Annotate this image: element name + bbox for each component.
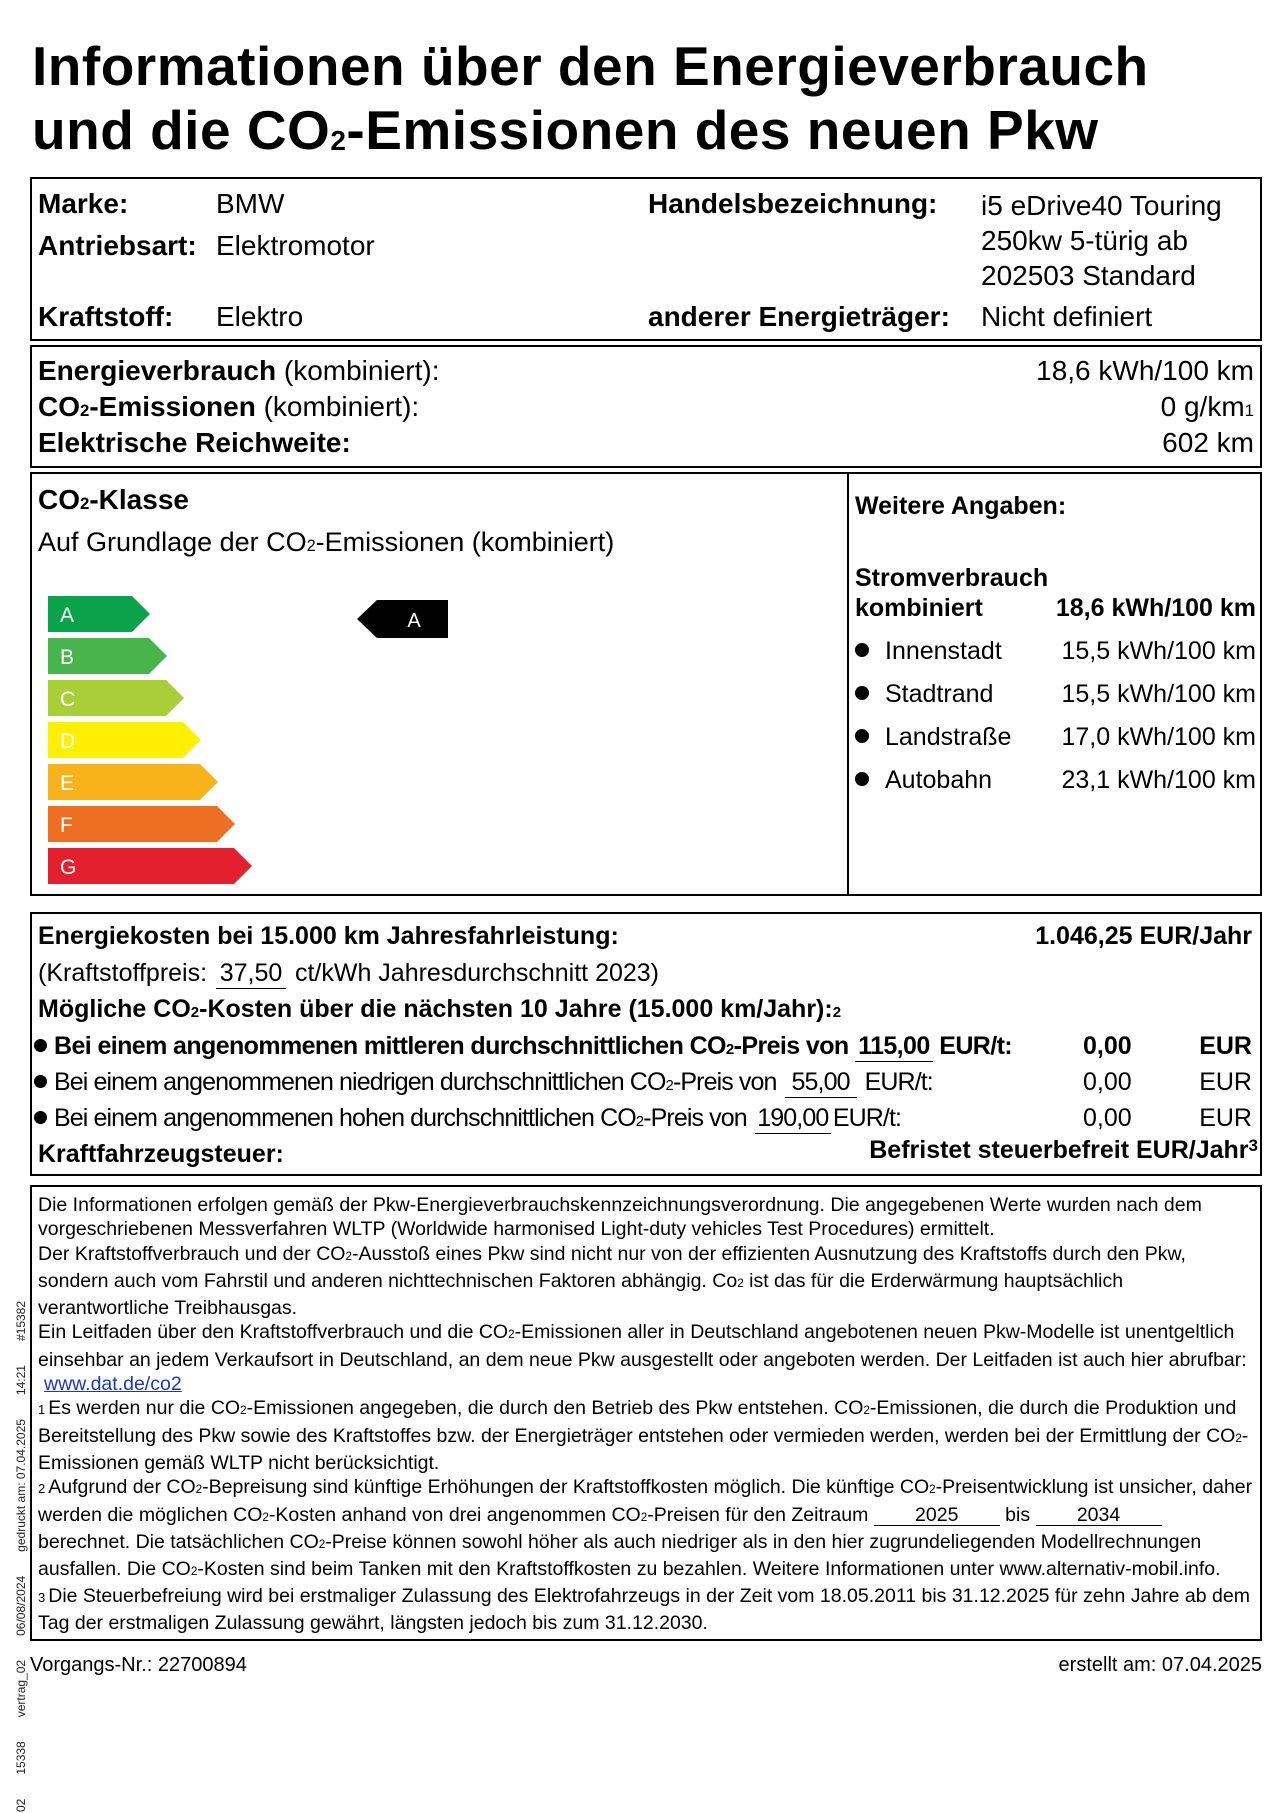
bullet-icon [34,1075,47,1088]
print-metadata-item: 06/08/2024 [14,1575,28,1636]
high-price-line: Bei einem angenommenen hohen durchschnittlichen CO2-Preis von 190,00 EUR/t: [34,1104,901,1134]
fuel-value: Elektro [216,301,304,332]
footnote-1: 1 Es werden nur die CO2-Emissionen angegeben, die durch den Betrieb des Pkw entstehen. CO2-Emissionen, die durch die Produktion und Bereitstellung des Pkw sowie des Kraftstoffes bzw. der Energieträger entstehen oder vermieden werden, werden bei der Ermittlung der CO2-Emissionen gemäß WLTP nicht berücksichtigt. [38,1397,1249,1474]
bullet-icon [34,1111,47,1124]
process-number: Vorgangs-Nr.: 22700894 [30,1654,247,1676]
fuel-price-value: 37,50 [216,959,286,989]
print-metadata-item: 02 [14,1798,28,1812]
title-line-2: und die CO2-Emissionen des neuen Pkw [32,99,1099,161]
co2-emissions-value: 0 g/km1 [1160,391,1254,422]
bullet-icon [855,729,869,743]
efficiency-bar-label-a: A [60,604,75,627]
electric-range-label: Elektrische Reichweite: [38,427,351,458]
low-cost-value: 0,00 [1083,1068,1132,1096]
drive-label: Antriebsart: [38,230,197,261]
consumption-item [855,680,1256,709]
high-price-value: 190,00 [755,1104,831,1134]
bullet-icon [855,772,869,786]
brand-value: BMW [216,188,285,219]
other-energy-label: anderer Energieträger: [648,301,950,332]
consumption-item-value: 15,5 kWh/100 km [1061,680,1256,708]
drive-value: Elektromotor [216,230,375,261]
mid-cost-value: 0,00 [1083,1032,1132,1060]
power-consumption-label: Stromverbrauch [855,564,1049,592]
trade-name-value: i5 eDrive40 Touring 250kw 5-türig ab 202503 Standard [981,190,1222,291]
legal-text [38,1193,1254,1635]
bullet-icon [34,1039,47,1052]
created-date: erstellt am: 07.04.2025 [1058,1654,1262,1676]
energy-consumption-label: Energieverbrauch (kombiniert): [38,355,440,386]
bullet-icon [855,686,869,700]
consumption-item-label: Stadtrand [885,680,994,708]
footnote-2: 2 Aufgrund der CO2-Bepreisung sind künftige Erhöhungen der Kraftstoffkosten möglich. Die künftige CO2-Preisentwicklung ist unsicher, daher werden die möglichen CO2-Kosten anhand von drei angenommen CO2-Preisen für den Zeitraum 2025 bis 2034 berechnet. Die tatsächlichen CO2-Preise können sowohl höher als auch niedriger als in den hier zugrundeliegenden Modellrechnungen ausfallen. Die CO2-Kosten sind beim Tanken mit den Kraftstoffkosten zu bezahlen. Weitere Informationen unter www.alternativ-mobil.info. [38,1476,1253,1581]
further-info-heading: Weitere Angaben: [855,492,1067,520]
brand-label: Marke: [38,188,129,219]
costs-box [30,912,1262,1176]
high-cost-currency: EUR [1199,1104,1252,1132]
consumption-item-value: 15,5 kWh/100 km [1061,637,1256,665]
other-energy-value: Nicht definiert [981,301,1153,332]
efficiency-scale [32,474,847,894]
trade-name-label: Handelsbezeichnung: [648,188,938,219]
low-price-line: Bei einem angenommenen niedrigen durchschnittlichen CO2-Preis von 55,00 EUR/t: [34,1068,933,1098]
print-metadata-item: 15338 [14,1741,28,1775]
energy-costs-label: Energiekosten bei 15.000 km Jahresfahrleistung: [38,922,619,950]
print-metadata [14,1277,28,1812]
mid-price-line: Bei einem angenommenen mittleren durchschnittlichen CO2-Preis von 115,00 EUR/t: [34,1032,1012,1062]
consumption-item [855,637,1256,666]
consumption-item-label: Autobahn [885,766,993,794]
page-title [32,34,1149,172]
combined-value: 18,6 kWh/100 km [1055,594,1256,622]
consumption-item-value: 17,0 kWh/100 km [1061,723,1256,751]
mid-cost-currency: EUR [1199,1032,1252,1060]
title-line-1: Informationen über den Energieverbrauch [32,35,1149,97]
vehicle-tax-label: Kraftfahrzeugsteuer: [38,1140,284,1168]
legal-paragraph-3: Ein Leitfaden über den Kraftstoffverbrauch und die CO2-Emissionen aller in Deutschland angebotenen neuen Pkw-Modelle ist unentgeltlich einsehbar an jedem Verkaufsort in Deutschland, an dem neue Pkw ausgestellt oder angeboten werden. Der Leitfaden ist auch hier abrufbar: www.dat.de/co2 [38,1321,1247,1396]
further-info-box [847,472,1262,896]
efficiency-bar-g [48,848,252,884]
energy-consumption-value: 18,6 kWh/100 km [1036,355,1254,386]
legal-paragraph-2: Der Kraftstoffverbrauch und der CO2-Ausstoß eines Pkw sind nicht nur von der effizienten Ausnutzung des Kraftstoffs durch den Pkw, sondern auch vom Fahrstil und anderen nichttechnischen Faktoren abhängig. Co2 ist das für die Erderwärmung hauptsächlich verantwortliche Treibhausgas. [38,1242,1186,1320]
vehicle-info-box [30,177,1262,341]
print-metadata-item: vertrag_02 [14,1659,28,1718]
co2-class-basis: Auf Grundlage der CO2-Emissionen (kombiniert) [38,527,615,557]
efficiency-bar-label-f: F [60,814,73,837]
current-class-label: A [407,610,421,632]
combined-label: kombiniert [855,594,983,622]
high-cost-value: 0,00 [1083,1104,1132,1132]
legal-notes-box [30,1185,1262,1641]
consumption-item [855,723,1256,752]
co2-class-box [30,472,849,896]
print-metadata-item: gedruckt am: 07.04.2025 [14,1419,28,1552]
print-metadata-item: #15382 [14,1300,28,1342]
energy-costs-value: 1.046,25 EUR/Jahr [1035,922,1252,950]
dat-link[interactable]: www.dat.de/co2 [44,1373,182,1396]
co2-costs-heading: Mögliche CO2-Kosten über die nächsten 10 Jahre (15.000 km/Jahr):2 [38,995,842,1023]
mid-price-value: 115,00 [855,1032,933,1062]
consumption-item-label: Landstraße [885,723,1012,751]
electric-range-value: 602 km [1162,427,1254,458]
consumption-item-value: 23,1 kWh/100 km [1061,766,1256,794]
efficiency-bar-label-d: D [60,730,76,753]
co2-emissions-label: CO2-Emissionen (kombiniert): [38,391,420,422]
efficiency-bar-label-e: E [60,772,75,795]
print-metadata-item: 14:21 [14,1365,28,1396]
fuel-price-line: (Kraftstoffpreis: 37,50 ct/kWh Jahresdurchschnitt 2023) [38,959,660,987]
efficiency-bar-label-b: B [60,646,75,669]
efficiency-bar-label-c: C [60,688,76,711]
fuel-label: Kraftstoff: [38,301,174,332]
consumption-item [855,766,1256,795]
consumption-box [30,345,1262,468]
footnote-3: 3 Die Steuerbefreiung wird bei erstmaliger Zulassung des Elektrofahrzeugs in der Zeit vom 18.05.2011 bis 31.12.2025 für zehn Jahre ab dem Tag der erstmaligen Zulassung gewährt, längsten jedoch bis zum 31.12.2030. [38,1585,1250,1634]
vehicle-tax-value: Befristet steuerbefreit EUR/Jahr$^3$ [869,1136,1258,1164]
consumption-item-label: Innenstadt [885,637,1002,665]
co2-class-heading: CO2-Klasse [38,484,189,515]
current-class-arrow [357,600,448,638]
low-price-value: 55,00 [785,1068,857,1098]
efficiency-bar-f [48,806,235,842]
legal-paragraph-1: Die Informationen erfolgen gemäß der Pkw-Energieverbrauchskennzeichnungsverordnung. Die angegebenen Werte wurden nach dem vorgeschriebenen Messverfahren WLTP (Worldwide harmonised Light-duty vehicles Test Procedures) ermittelt. [38,1194,1202,1241]
efficiency-bar-label-g: G [60,856,77,879]
bullet-icon [855,643,869,657]
low-cost-currency: EUR [1199,1068,1252,1096]
